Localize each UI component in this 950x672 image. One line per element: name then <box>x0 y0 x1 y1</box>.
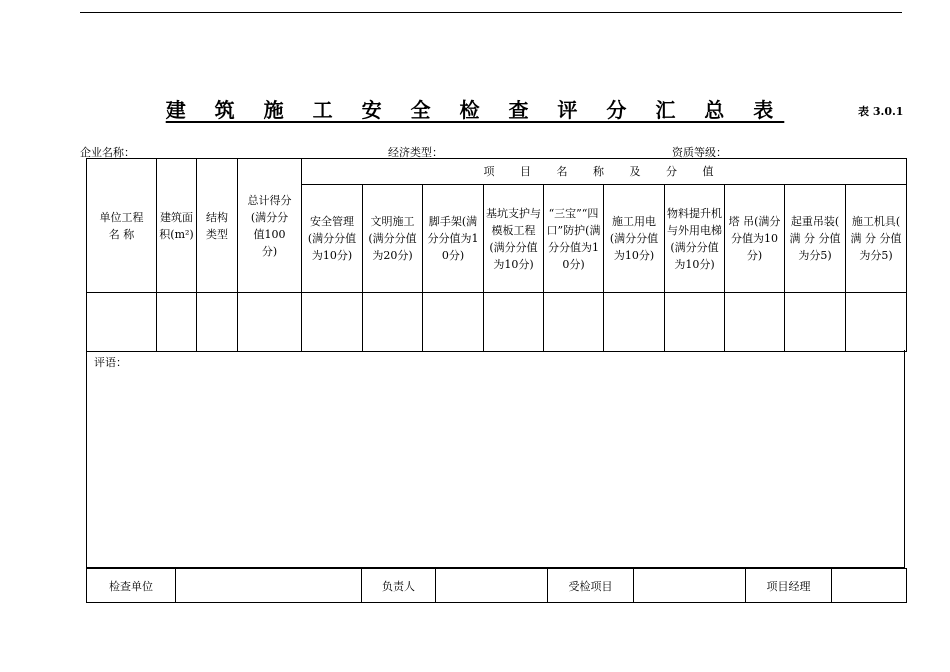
project-manager-field[interactable] <box>832 569 907 603</box>
cell-structure-type[interactable] <box>197 293 238 352</box>
person-in-charge-field[interactable] <box>436 569 548 603</box>
header-total-score: 总计得分(满分分值100分) <box>238 159 302 293</box>
cell-lifting-hoisting[interactable] <box>785 293 846 352</box>
cell-civilized-construction[interactable] <box>363 293 423 352</box>
cell-tower-crane[interactable] <box>725 293 785 352</box>
table-number: 表 3.0.1 <box>858 105 904 118</box>
header-unit-project: 单位工程名 称 <box>87 159 157 293</box>
cell-total-score[interactable] <box>238 293 302 352</box>
top-rule <box>80 12 902 13</box>
header-structure-type: 结构类型 <box>197 159 238 293</box>
cell-safety-management[interactable] <box>302 293 363 352</box>
header-item-scaffolding: 脚手架(满分分值为10分) <box>423 185 484 293</box>
cell-hoist-elevator[interactable] <box>665 293 725 352</box>
header-item-group: 项 目 名 称 及 分 值 <box>302 159 907 185</box>
comment-box[interactable] <box>86 350 905 568</box>
signature-row-table <box>86 568 907 603</box>
cell-construction-electricity[interactable] <box>604 293 665 352</box>
cell-construction-machinery[interactable] <box>846 293 907 352</box>
header-item-safety-management: 安全管理(满分分值为10分) <box>302 185 363 293</box>
cell-foundation-pit-formwork[interactable] <box>484 293 544 352</box>
inspection-unit-label: 检查单位 <box>87 569 176 603</box>
company-name-label: 企业名称： <box>80 146 135 159</box>
cell-scaffolding[interactable] <box>423 293 484 352</box>
inspection-unit-field[interactable] <box>176 569 362 603</box>
document-title: 建 筑 施 工 安 全 检 查 评 分 汇 总 表 <box>165 98 785 122</box>
header-item-three-treasures-four-openings: “三宝”“四口”防护(满分分值为10分) <box>544 185 604 293</box>
person-in-charge-label: 负责人 <box>362 569 436 603</box>
inspected-project-label: 受检项目 <box>548 569 634 603</box>
table-row <box>87 293 907 352</box>
inspected-project-field[interactable] <box>634 569 746 603</box>
comment-label: 评语： <box>94 356 127 369</box>
project-manager-label: 项目经理 <box>746 569 832 603</box>
header-item-foundation-pit-formwork: 基坑支护与模板工程(满分分值为10分) <box>484 185 544 293</box>
header-item-tower-crane: 塔 吊(满分分值为10分) <box>725 185 785 293</box>
header-item-civilized-construction: 文明施工(满分分值为20分) <box>363 185 423 293</box>
qualification-level-label: 资质等级： <box>672 146 727 159</box>
score-summary-table <box>86 158 907 352</box>
cell-unit-project[interactable] <box>87 293 157 352</box>
header-item-lifting-hoisting: 起重吊装( 满 分 分值为分5) <box>785 185 846 293</box>
cell-three-treasures-four-openings[interactable] <box>544 293 604 352</box>
cell-building-area[interactable] <box>157 293 197 352</box>
header-building-area: 建筑面积(m²) <box>157 159 197 293</box>
header-item-construction-electricity: 施工用电(满分分值为10分) <box>604 185 665 293</box>
header-item-construction-machinery: 施工机具( 满 分 分值为分5) <box>846 185 907 293</box>
economic-type-label: 经济类型： <box>388 146 443 159</box>
header-item-hoist-elevator: 物料提升机与外用电梯(满分分值为10分) <box>665 185 725 293</box>
